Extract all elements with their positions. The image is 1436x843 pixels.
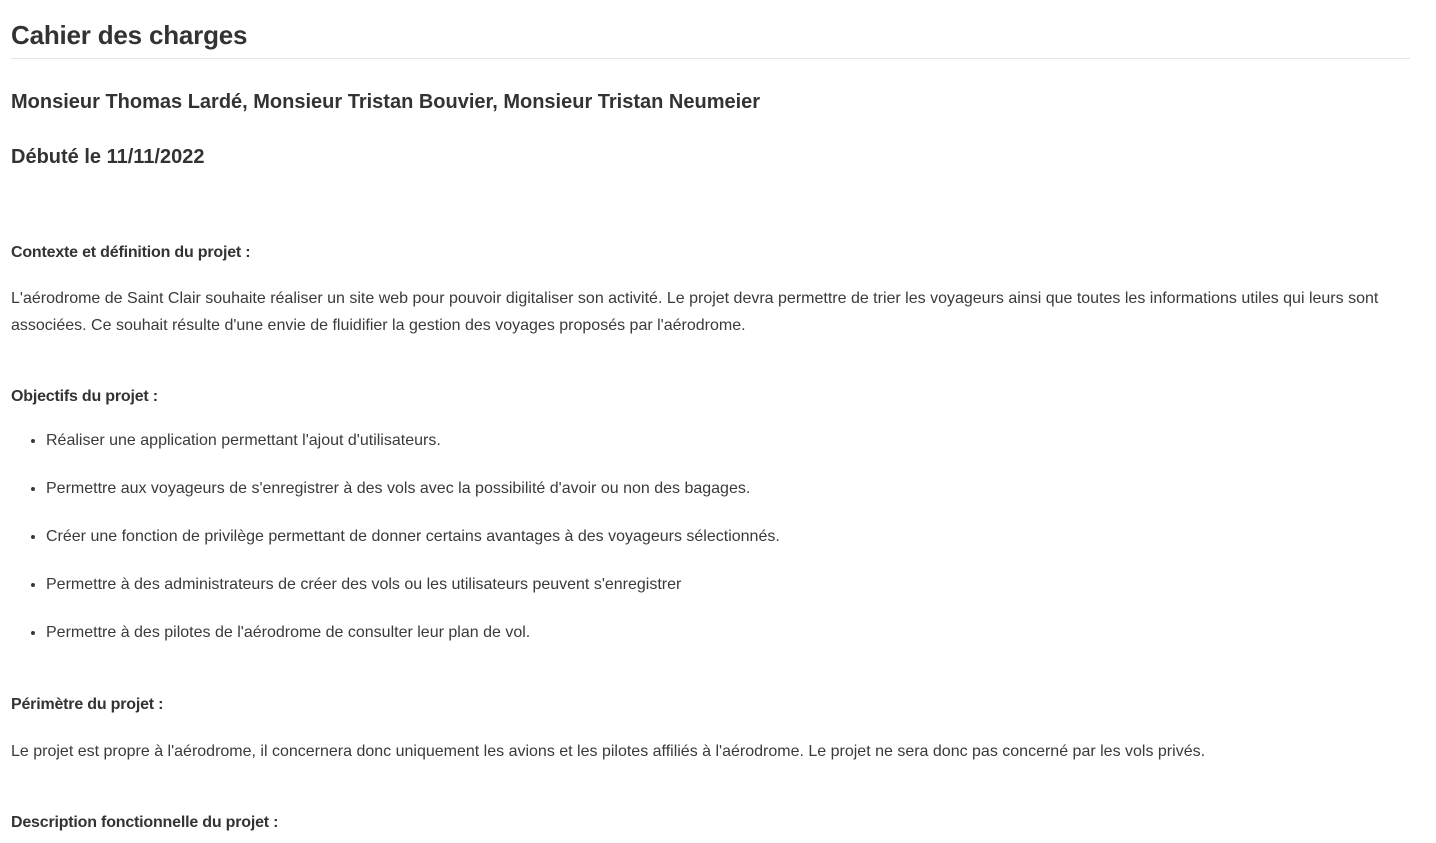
list-item: • Permettre à des pilotes de l'aérodrome de consulter leur plan de vol. <box>46 623 1410 643</box>
section-heading-perimetre: Périmètre du projet : <box>11 696 164 713</box>
section-heading-description: Description fonctionnelle du projet : <box>11 814 279 831</box>
section-heading-contexte: Contexte et définition du projet : <box>11 244 251 261</box>
page-title: Cahier des charges <box>11 20 248 50</box>
title-divider <box>11 58 1410 59</box>
section-heading-objectifs: Objectifs du projet : <box>11 388 158 405</box>
list-item: • Créer une fonction de privilège permettant de donner certains avantages à des voyageurs sélectionnés. <box>46 527 1410 547</box>
objectives-list <box>11 431 1410 643</box>
list-item: • Permettre aux voyageurs de s'enregistrer à des vols avec la possibilité d'avoir ou non des bagages. <box>46 479 1410 499</box>
section-text-contexte: L'aérodrome de Saint Clair souhaite réaliser un site web pour pouvoir digitaliser son activité. Le projet devra permettre de trier les voyageurs ainsi que toutes les informations utiles qui leurs sont associées. Ce souhait résulte d'une envie de fluidifier la gestion des voyages proposés par l'aérodrome. <box>11 290 1379 334</box>
list-item: • Permettre à des administrateurs de créer des vols ou les utilisateurs peuvent s'enregistrer <box>46 575 1410 595</box>
list-item: • Réaliser une application permettant l'ajout d'utilisateurs. <box>46 431 1410 451</box>
section-text-perimetre: Le projet est propre à l'aérodrome, il concernera donc uniquement les avions et les pilotes affiliés à l'aérodrome. Le projet ne sera donc pas concerné par les vols privés. <box>11 743 1206 760</box>
document-authors: Monsieur Thomas Lardé, Monsieur Tristan Bouvier, Monsieur Tristan Neumeier <box>11 91 761 113</box>
document-start-date: Débuté le 11/11/2022 <box>11 146 205 168</box>
